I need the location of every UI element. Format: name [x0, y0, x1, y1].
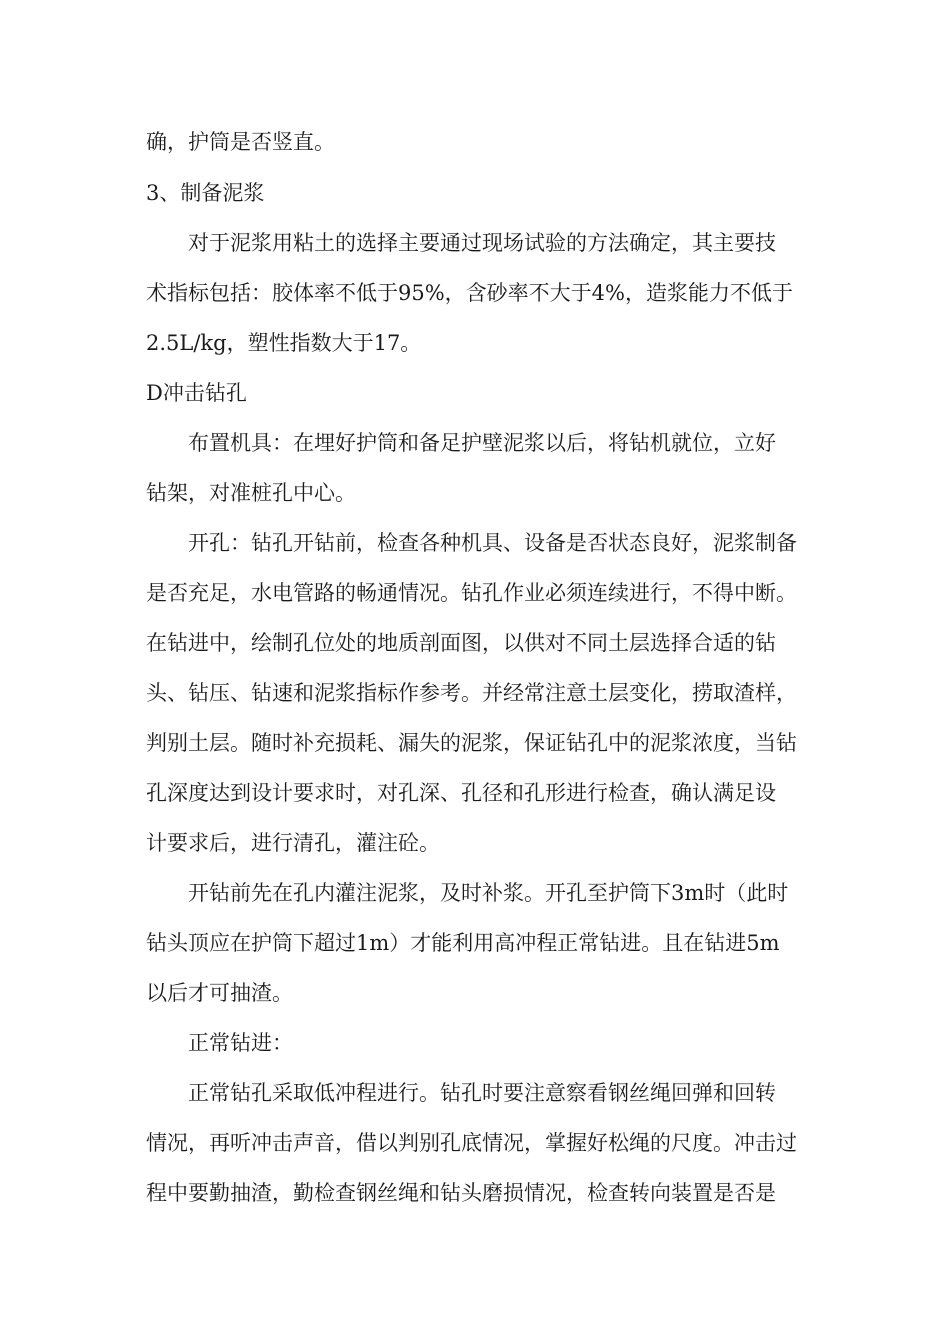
text-line-9: 开孔：钻孔开钻前，检查各种机具、设备是否状态良好，泥浆制备: [188, 531, 797, 555]
text-line-11: 在钻进中，绘制孔位处的地质剖面图，以供对不同土层选择合适的钻: [146, 631, 776, 655]
text-line-3: 对于泥浆用粘土的选择主要通过现场试验的方法确定，其主要技: [188, 231, 776, 255]
text-line-7: 布置机具：在埋好护筒和备足护壁泥浆以后，将钻机就位，立好: [188, 431, 776, 455]
text-line-1: 确，护筒是否竖直。: [146, 130, 335, 154]
text-line-21: 情况，再听冲击声音，借以判别孔底情况，掌握好松绳的尺度。冲击过: [146, 1131, 797, 1155]
text-line-17: 钻头顶应在护筒下超过1m）才能利用高冲程正常钻进。且在钻进5m: [146, 931, 780, 955]
text-line-18: 以后才可抽渣。: [146, 981, 293, 1005]
text-line-13: 判别土层。随时补充损耗、漏失的泥浆，保证钻孔中的泥浆浓度，当钻: [146, 731, 797, 755]
text-line-15: 计要求后，进行清孔，灌注砼。: [146, 831, 440, 855]
text-line-10: 是否充足，水电管路的畅通情况。钻孔作业必须连续进行，不得中断。: [146, 581, 797, 605]
section-heading-impact-drilling: D冲击钻孔: [146, 381, 247, 405]
section-heading-prepare-mud: 3、制备泥浆: [146, 181, 265, 205]
text-line-16: 开钻前先在孔内灌注泥浆，及时补浆。开孔至护筒下3m时（此时: [188, 881, 789, 905]
text-line-14: 孔深度达到设计要求时，对孔深、孔径和孔形进行检查，确认满足设: [146, 781, 776, 805]
text-line-12: 头、钻压、钻速和泥浆指标作参考。并经常注意土层变化，捞取渣样，: [146, 681, 797, 705]
text-line-22: 程中要勤抽渣，勤检查钢丝绳和钻头磨损情况，检查转向装置是否是: [146, 1181, 776, 1205]
subheading-normal-drilling: 正常钻进：: [188, 1031, 293, 1055]
text-line-5: 2.5L/kg，塑性指数大于17。: [146, 331, 422, 355]
text-line-20: 正常钻孔采取低冲程进行。钻孔时要注意察看钢丝绳回弹和回转: [188, 1081, 776, 1105]
text-line-8: 钻架，对准桩孔中心。: [146, 481, 356, 505]
text-line-4: 术指标包括：胶体率不低于95%，含砂率不大于4%，造浆能力不低于: [146, 281, 793, 305]
